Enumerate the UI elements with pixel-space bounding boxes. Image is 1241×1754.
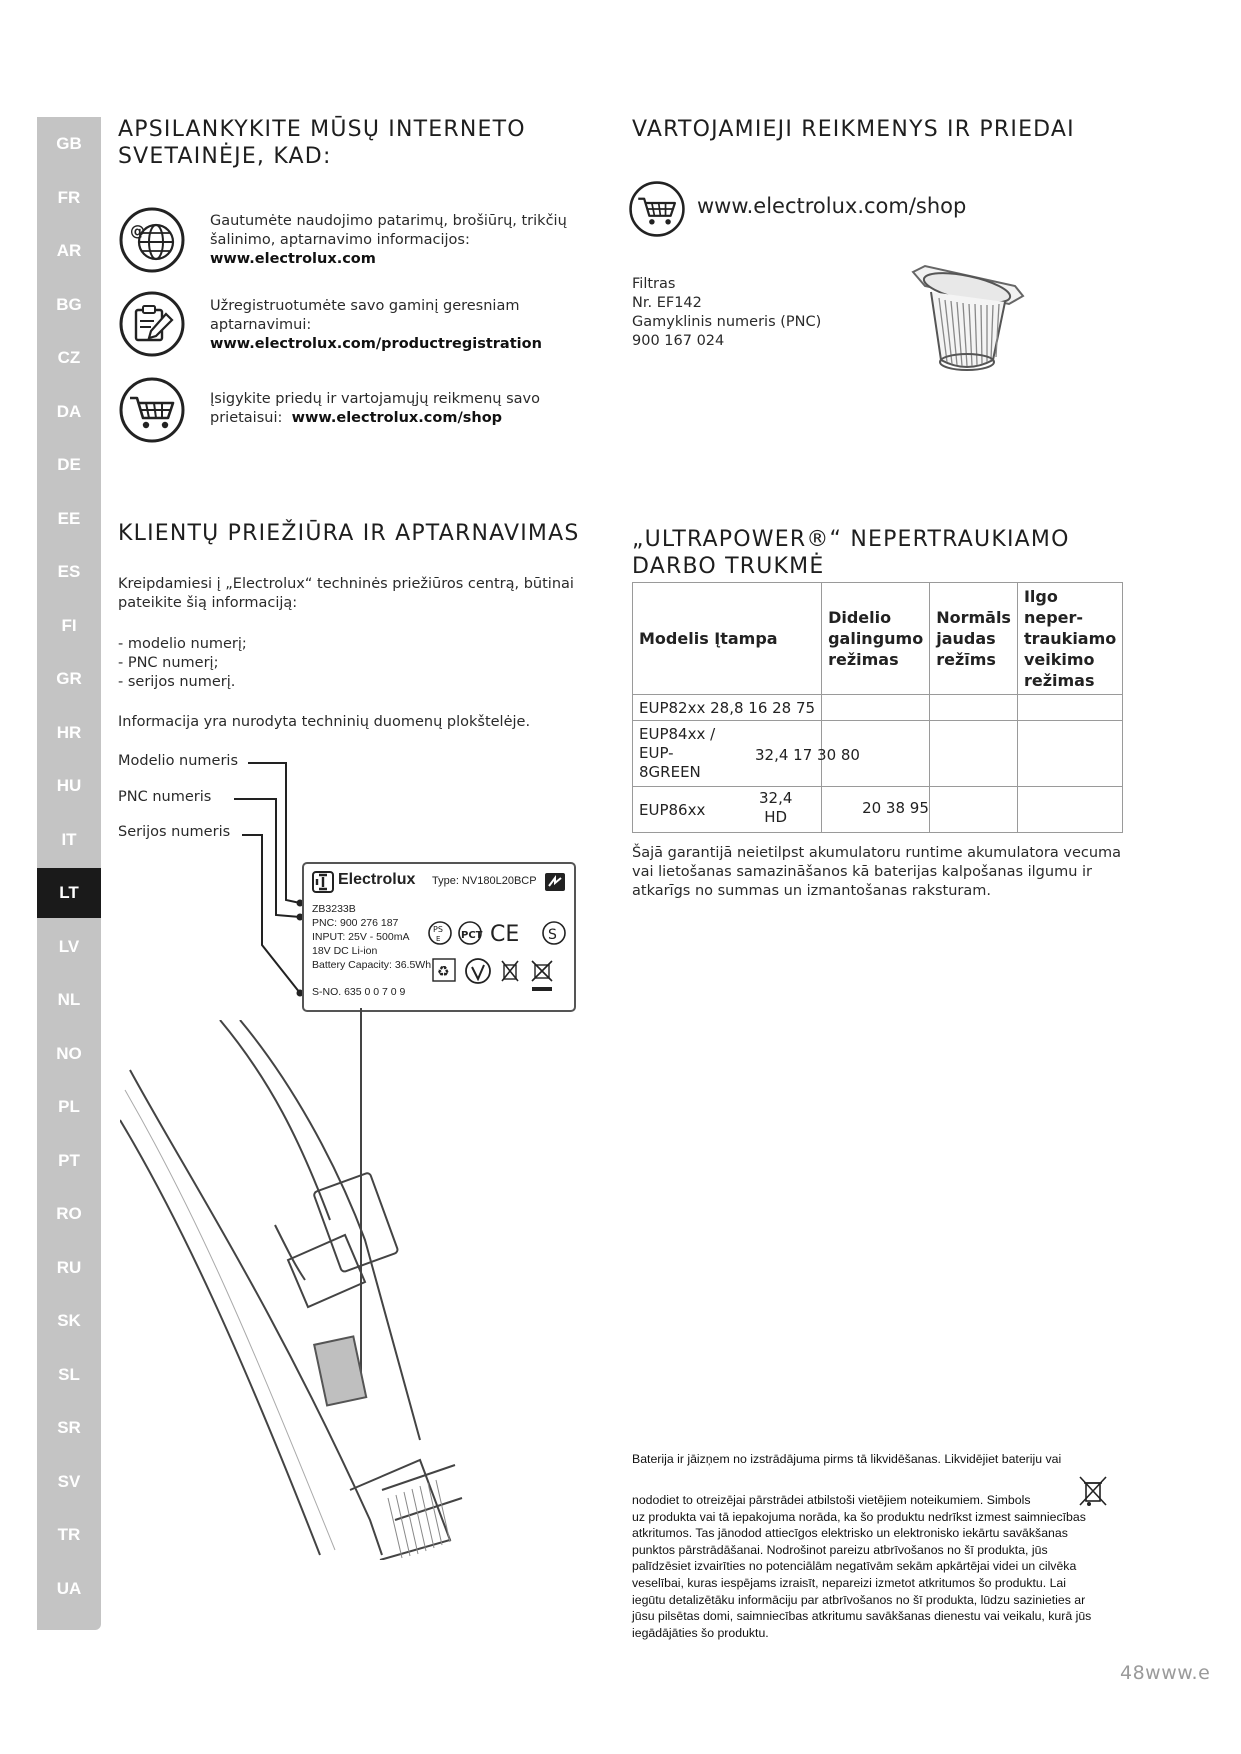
header-high-2: galingumo: [828, 629, 924, 648]
filter-line-3: Gamyklinis numeris (PNC): [632, 314, 822, 330]
visit-item-1: [210, 212, 590, 269]
visit-title-line2: SVETAINĖJE, KAD:: [118, 144, 332, 169]
row3-model-cell: [633, 787, 822, 833]
runtime-header-row: [633, 583, 1123, 695]
header-high-1: Didelio: [828, 608, 892, 627]
language-tab-fi[interactable]: FI: [61, 616, 77, 635]
disposal-text-4: punktos pārstrādāšanai. Nodrošinot pareizu atbrīvošanos no šī produkta, jūs: [632, 1542, 1048, 1557]
language-tab-ee[interactable]: EE: [57, 509, 81, 528]
disposal-text-2: uz produkta vai tā iepakojuma norāda, ka šo produktu nedrīkst izmest saimniecības: [632, 1509, 1086, 1524]
language-tab-ua[interactable]: UA: [56, 1579, 82, 1598]
runtime-note-1: Šajā garantijā neietilpst akumulatoru runtime akumulatora vecuma: [632, 845, 1122, 861]
header-high-3: režimas: [828, 650, 899, 669]
plate-line-1: ZB3233B: [312, 903, 356, 915]
runtime-note-2: vai lietošanas samazināšanos kā baterijas kalpošanas ilgumu ir: [632, 864, 1092, 880]
language-tab-it[interactable]: IT: [61, 830, 77, 849]
filter-info: [632, 275, 821, 351]
disposal-text-7: iegūtu detalizētāku informāciju par atbrīvošanos no šī produkta, lūdzu sazinieties ar: [632, 1592, 1086, 1607]
visit-item-2-text2: aptarnavimui:: [210, 317, 312, 333]
row3-voltage-2: HD: [764, 808, 788, 826]
header-normal: [930, 583, 1018, 695]
row3-model: EUP86xx: [639, 800, 706, 819]
row2-model-1: EUP84xx /: [639, 725, 716, 743]
vacuum-device-illustration: [120, 1020, 480, 1560]
language-tab-sk[interactable]: SK: [57, 1311, 81, 1330]
label-pnc: PNC numeris: [118, 789, 212, 805]
certification-marks: [428, 919, 570, 1001]
runtime-row-1: [633, 695, 1123, 721]
header-normal-3: režīms: [936, 650, 996, 669]
language-tab-sr[interactable]: SR: [57, 1418, 81, 1437]
row3-voltage: [759, 789, 792, 827]
plate-line-3: INPUT: 25V - 500mA: [312, 931, 410, 943]
visit-item-1-text2: šalinimo, aptarnavimo informacijos:: [210, 232, 470, 248]
shopping-cart-icon: [118, 376, 186, 444]
service-title: KLIENTŲ PRIEŽIŪRA IR APTARNAVIMAS: [118, 521, 580, 546]
language-tab-pt[interactable]: PT: [58, 1151, 80, 1170]
header-model-voltage: Modelis Įtampa: [633, 583, 822, 695]
service-intro: [118, 575, 598, 613]
language-tab-es[interactable]: ES: [57, 562, 81, 581]
svg-text:@: @: [130, 222, 145, 240]
language-sidebar: [37, 117, 101, 1630]
runtime-note-3: atkarīgs no summas un izmantošanas raksturam.: [632, 883, 991, 899]
service-list-item-1: - modelio numerį;: [118, 636, 247, 652]
leader-lines: [230, 755, 310, 1005]
visit-item-2-link[interactable]: www.electrolux.com/productregistration: [210, 336, 542, 352]
rating-plate: [302, 862, 576, 1012]
electrolux-logo-icon: [312, 871, 334, 893]
header-long-2: traukiamo: [1023, 629, 1117, 648]
language-tab-no[interactable]: NO: [56, 1044, 82, 1063]
language-tab-ro[interactable]: RO: [56, 1204, 82, 1223]
visit-item-1-link[interactable]: www.electrolux.com: [210, 251, 376, 267]
disposal-line-1: Baterija ir jāizņem no izstrādājuma pirms tā likvidēšanas. Likvidējiet bateriju vai: [632, 1452, 1062, 1466]
row3-values: 20 38 95: [862, 799, 929, 817]
visit-item-3: [210, 390, 590, 428]
language-tab-cz[interactable]: CZ: [57, 348, 81, 367]
label-model: Modelio numeris: [118, 753, 239, 769]
runtime-title: [632, 526, 1070, 580]
label-serial: Serijos numeris: [118, 824, 231, 840]
shop-cart-icon: [628, 180, 686, 238]
header-normal-1: Normāls: [936, 608, 1011, 627]
header-long: [1017, 583, 1122, 695]
language-tab-lv[interactable]: LV: [58, 937, 80, 956]
header-long-4: režimas: [1023, 671, 1095, 690]
service-list-item-2: - PNC numerį;: [118, 655, 219, 671]
language-tab-pl[interactable]: PL: [58, 1097, 80, 1116]
plate-line-5: Battery Capacity: 36.5Wh: [312, 959, 432, 971]
runtime-table: [632, 582, 1123, 833]
language-tab-sv[interactable]: SV: [57, 1472, 81, 1491]
svg-text:PCT: PCT: [461, 930, 483, 941]
visit-item-3-text1: Įsigykite priedų ir vartojamųjų reikmenų savo: [210, 391, 540, 407]
service-list: [118, 635, 247, 692]
plate-line-2: PNC: 900 276 187: [312, 917, 399, 929]
runtime-row-3: [633, 787, 1123, 833]
language-tab-nl[interactable]: NL: [57, 990, 81, 1009]
runtime-note: [632, 844, 1152, 901]
language-tab-hr[interactable]: HR: [56, 723, 82, 742]
plate-line-4: 18V DC Li-ion: [312, 945, 378, 957]
visit-title-line1: APSILANKYKITE MŪSŲ INTERNETO: [118, 117, 526, 142]
language-tab-hu[interactable]: HU: [56, 776, 82, 795]
language-tab-bg[interactable]: BG: [56, 295, 82, 314]
language-tab-de[interactable]: DE: [57, 455, 81, 474]
header-normal-2: jaudas: [936, 629, 996, 648]
visit-item-2-text1: Užregistruotumėte savo gaminį geresniam: [210, 298, 520, 314]
plate-brand: Electrolux: [338, 871, 416, 888]
runtime-row-2: [633, 721, 1123, 787]
disposal-text-5: palīdzēsiet izvairīties no potenciālām negatīvām sekām apkārtējai videi un cilvēka: [632, 1559, 1077, 1574]
row3-values-cell: [822, 787, 930, 833]
row2-model-3: 8GREEN: [639, 763, 701, 781]
visit-item-2: [210, 297, 590, 354]
header-high: [822, 583, 930, 695]
plate-details: [312, 902, 431, 972]
header-long-1: Ilgo neper-: [1023, 587, 1084, 627]
runtime-title-line1: „ULTRAPOWER®“ NEPERTRAUKIAMO: [632, 527, 1070, 552]
language-tab-ar[interactable]: AR: [56, 241, 82, 260]
registration-icon: [118, 290, 186, 358]
filter-line-1: Filtras: [632, 276, 676, 292]
language-tab-tr[interactable]: TR: [57, 1525, 81, 1544]
service-intro-line2: pateikite šią informaciją:: [118, 595, 298, 611]
row2-model-2: EUP-: [639, 744, 674, 762]
runtime-title-line2: DARBO TRUKMĖ: [632, 554, 825, 579]
service-intro-line1: Kreipdamiesi į „Electrolux“ techninės priežiūros centrą, būtinai: [118, 576, 574, 592]
visit-item-3-text2: prietaisui:: [210, 410, 283, 426]
crossed-bin-icon: [1078, 1475, 1108, 1509]
filter-line-4: 900 167 024: [632, 333, 725, 349]
disposal-text-1: nododiet to otreizējai pārstrādei atbilstoši vietējiem noteikumiem. Simbols: [632, 1493, 1031, 1507]
language-tab-da[interactable]: DA: [56, 402, 82, 421]
language-tab-fr[interactable]: FR: [57, 188, 81, 207]
page-number: 48www.e: [1120, 1662, 1211, 1684]
language-tab-lt[interactable]: LT: [37, 868, 101, 918]
disposal-text-3: atkritumos. Tas jānodod attiecīgos elektrisko un elektronisko iekārtu savākšanas: [632, 1526, 1068, 1541]
visit-item-3-link[interactable]: www.electrolux.com/shop: [291, 410, 503, 426]
plate-type: Type: NV180L20BCP: [432, 875, 537, 887]
disposal-text-8: jūsu pilsētas domi, saimniecības atkritumu savākšanas dienestu vai veikalu, kurā jūs: [632, 1609, 1092, 1624]
language-tab-sl[interactable]: SL: [58, 1365, 80, 1384]
row1-cell: EUP82xx 28,8 16 28 75: [633, 695, 822, 721]
disposal-text-6: veselībai, kuras iespējams izraisīt, nepareizi izmetot atkritumos šo produktu. Lai: [632, 1575, 1066, 1590]
language-tab-ru[interactable]: RU: [56, 1258, 82, 1277]
service-list-item-3: - serijos numerį.: [118, 674, 236, 690]
header-long-3: veikimo: [1023, 650, 1095, 669]
filter-line-2: Nr. EF142: [632, 295, 702, 311]
visit-title: [118, 116, 526, 170]
svg-text:PS: PS: [433, 925, 443, 934]
svg-text:E: E: [436, 935, 441, 943]
language-tab-gr[interactable]: GR: [56, 669, 82, 688]
svg-text:S: S: [548, 927, 557, 943]
svg-text:CE: CE: [490, 922, 520, 947]
plate-serial: S-NO. 635 0 0 7 0 9: [312, 986, 406, 998]
row3-voltage-1: 32,4: [759, 789, 793, 807]
plate-flash-icon: [544, 872, 566, 892]
filter-image: [905, 258, 1027, 378]
svg-text:♻: ♻: [437, 964, 450, 980]
consumables-title: VARTOJAMIEJI REIKMENYS IR PRIEDAI: [632, 117, 1075, 142]
shop-link[interactable]: www.electrolux.com/shop: [697, 194, 967, 218]
language-tab-gb[interactable]: GB: [56, 134, 82, 153]
service-info: Informacija yra nurodyta techninių duomenų plokštelėje.: [118, 714, 531, 730]
visit-item-1-text1: Gautumėte naudojimo patarimų, brošiūrų, trikčių: [210, 213, 567, 229]
row2-model: [633, 721, 860, 787]
globe-icon: [118, 206, 186, 274]
row2-values: 32,4 17 30 80: [755, 746, 860, 764]
disposal-text-9: iegādājāties šo produktu.: [632, 1625, 769, 1640]
disposal-text: [632, 1492, 1152, 1641]
